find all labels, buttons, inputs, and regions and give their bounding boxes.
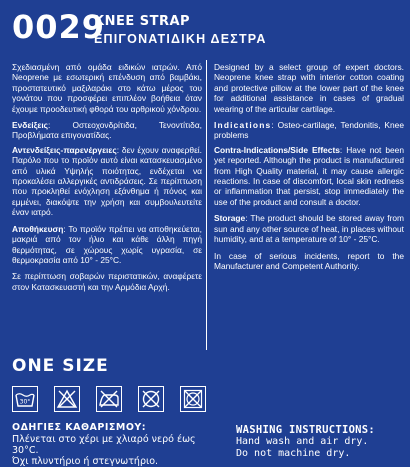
intro-en: Designed by a select group of expert doctors. Neoprene knee strap with interior cotton coating and protective pillow at the lower part of the knee for additional assistance in cases of gradual wearing of the articular cartilage. bbox=[214, 62, 404, 114]
washing-en-line-1: Hand wash and air dry. bbox=[236, 436, 369, 447]
washing-instructions-gr-title: ΟΔΗΓΙΕΣ ΚΑΘΑΡΙΣΜΟΥ: bbox=[12, 422, 147, 433]
storage-en bbox=[214, 213, 404, 244]
incident-en: In case of serious incidents, report to the Manufacturer and Competent Authority. bbox=[214, 250, 404, 271]
no-bleach-icon bbox=[54, 386, 80, 412]
contraindications-gr-text: : δεν έχουν αναφερθεί. Παρόλο που το προϊόν αυτό είναι κατασκευασμένο από υλικά Υψηλής ποιότητας, ενδέχεται να προκαλέσει αλλεργικές αντιδράσεις. Σε περίπτωση που προκληθεί ενόχληση εξάνθημα ή πόνος και εμμένει, διακόψτε την χρήση και συμβουλευτείτε έναν ιατρό. bbox=[12, 144, 202, 218]
column-divider bbox=[206, 60, 207, 350]
storage-gr-text: : Το προϊόν πρέπει να αποθηκεύεται, μακριά από τον ήλιο και κάθε άλλη πηγή θερμότητας, σε χώρους χωρίς υγρασία, σε θερμοκρασία από 10° - 25°C. bbox=[12, 223, 202, 265]
no-tumble-dry-icon bbox=[180, 386, 206, 412]
contraindications-en-text: : Have not been yet reported. Although the product is manufactured from High Quality material, it may cause allergic reactions. In case of discomfort, local skin redness or inflammation that persist, stop immediately the use of the product and consult a doctor. bbox=[214, 144, 404, 207]
indications-en bbox=[214, 120, 404, 141]
contraindications-gr bbox=[12, 145, 202, 218]
intro-gr: Σχεδιασμένη από ομάδα ειδικών ιατρών. Από Neoprene με εσωτερική επένδυση από βαμβάκι, προστατευτικό μαξιλαράκι στο κάτω μέρος του γονάτου που προσφέρει επιπλέον βοήθεια όταν έχουμε προοδευτική φθορά του αρθρικού χόνδρου. bbox=[12, 62, 202, 114]
wash-30-icon bbox=[12, 386, 38, 412]
storage-en-text: : The product should be stored away from sun and any other source of heat, in places without humidity, and at a temperature of 10° - 25°C. bbox=[214, 213, 404, 245]
indications-en-label: Indications bbox=[214, 120, 272, 131]
product-title-en: KNEE STRAP bbox=[94, 14, 191, 29]
english-description-column bbox=[214, 62, 404, 277]
washing-en-line-2: Do not machine dry. bbox=[236, 447, 351, 459]
washing-instructions-en bbox=[236, 436, 406, 459]
size-label: ONE SIZE bbox=[12, 356, 109, 376]
storage-gr-label: Αποθήκευση bbox=[12, 223, 64, 234]
no-dry-clean-icon bbox=[138, 386, 164, 412]
incident-gr: Σε περίπτωση σοβαρών περιστατικών, αναφέρετε στον Κατασκευαστή και την Αρμόδια Αρχή. bbox=[12, 271, 202, 292]
washing-gr-line-1: Πλένεται στο χέρι με χλιαρό νερό έως 30°C. bbox=[12, 434, 196, 456]
product-title-gr: ΕΠΙΓΟΝΑΤΙΔΙΚΗ ΔΕΣΤΡΑ bbox=[94, 32, 267, 46]
contraindications-en-label: Contra-Indications/Side Effects bbox=[214, 144, 340, 155]
storage-en-label: Storage bbox=[214, 213, 246, 224]
indications-en-text: : Osteo-cartilage, Tendonitis, Knee problems bbox=[214, 120, 404, 141]
indications-gr-label: Ενδείξεις bbox=[12, 120, 49, 131]
washing-gr-line-2: Όχι πλυντήριο ή στεγνωτήριο. bbox=[12, 456, 159, 467]
product-code: 0029 bbox=[12, 8, 106, 46]
contraindications-gr-label: Αντενδείξεις-παρενέργειες bbox=[12, 144, 117, 155]
washing-instructions-en-title: WASHING INSTRUCTIONS: bbox=[236, 424, 376, 436]
wash-temp-label: 30° bbox=[19, 398, 31, 406]
contraindications-en bbox=[214, 145, 404, 207]
care-icons bbox=[12, 386, 222, 412]
header bbox=[12, 8, 402, 54]
washing-instructions-gr bbox=[12, 434, 212, 467]
greek-description-column bbox=[12, 62, 202, 298]
indications-gr bbox=[12, 120, 202, 141]
storage-gr bbox=[12, 224, 202, 266]
indications-gr-text: : Οστεοχονδρίτιδα, Τενοντίτιδα, Προβλήματα επιγονατίδας. bbox=[12, 120, 202, 141]
no-iron-icon bbox=[96, 386, 122, 412]
